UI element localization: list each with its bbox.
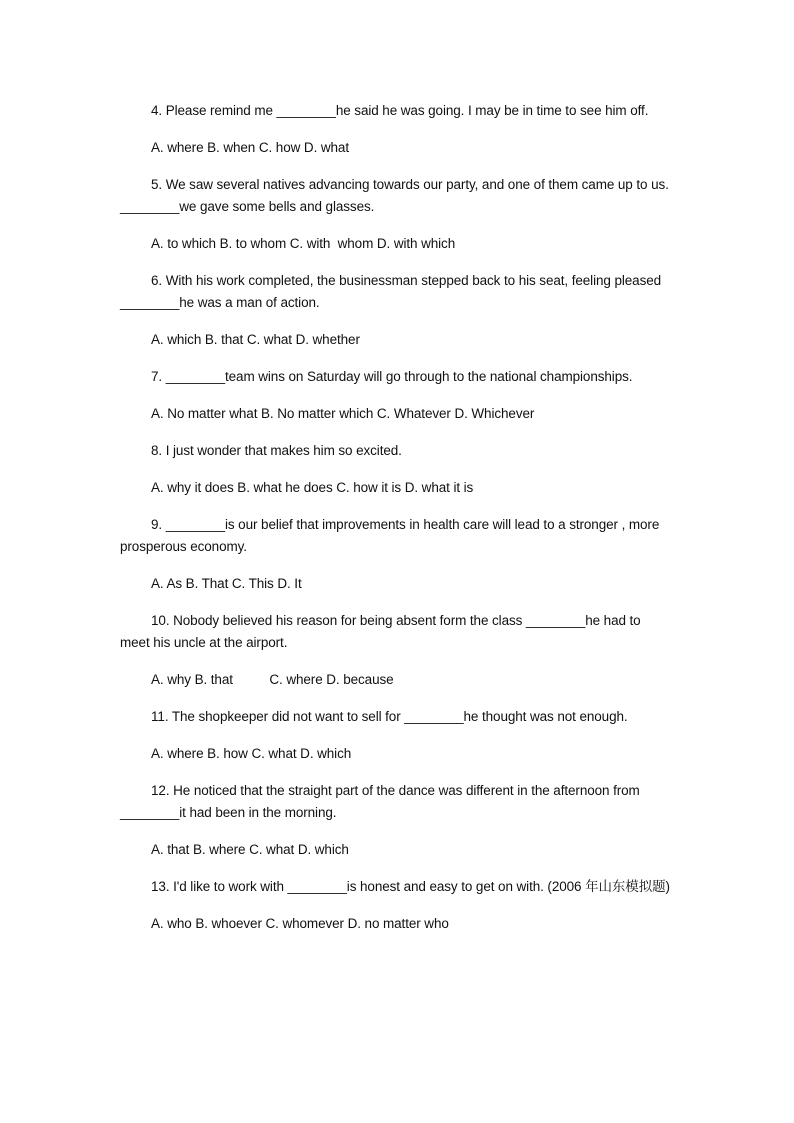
options-11: A. where B. how C. what D. which bbox=[151, 746, 352, 761]
question-13: 13. I'd like to work with ________is honest and easy to get on with. (2006 年山东模拟题) bbox=[151, 879, 670, 894]
options-13: A. who B. whoever C. whomever D. no matter who bbox=[151, 916, 449, 931]
question-4: 4. Please remind me ________he said he was going. I may be in time to see him off. bbox=[151, 103, 649, 118]
question-5: 5. We saw several natives advancing towards our party, and one of them came up to us. ________we gave some bells and glasses. bbox=[120, 177, 669, 214]
options-12: A. that B. where C. what D. which bbox=[151, 842, 349, 857]
document-page bbox=[120, 100, 672, 935]
options-8: A. why it does B. what he does C. how it is D. what it is bbox=[151, 480, 474, 495]
question-12: 12. He noticed that the straight part of the dance was different in the afternoon from ________it had been in the morning. bbox=[120, 783, 640, 820]
question-7: 7. ________team wins on Saturday will go through to the national championships. bbox=[151, 369, 633, 384]
question-6: 6. With his work completed, the businessman stepped back to his seat, feeling pleased ________he was a man of action. bbox=[120, 273, 662, 310]
options-7: A. No matter what B. No matter which C. Whatever D. Whichever bbox=[151, 406, 535, 421]
question-10: 10. Nobody believed his reason for being absent form the class ________he had to meet his uncle at the airport. bbox=[120, 613, 641, 650]
question-8: 8. I just wonder that makes him so excited. bbox=[151, 443, 402, 458]
options-6: A. which B. that C. what D. whether bbox=[151, 332, 360, 347]
options-5: A. to which B. to whom C. with whom D. with which bbox=[151, 236, 456, 251]
options-10: A. why B. that C. where D. because bbox=[151, 672, 394, 687]
question-11: 11. The shopkeeper did not want to sell for ________he thought was not enough. bbox=[151, 709, 628, 724]
options-9: A. As B. That C. This D. It bbox=[151, 576, 302, 591]
question-9: 9. ________is our belief that improvements in health care will lead to a stronger , more prosperous economy. bbox=[120, 517, 660, 554]
options-4: A. where B. when C. how D. what bbox=[151, 140, 349, 155]
